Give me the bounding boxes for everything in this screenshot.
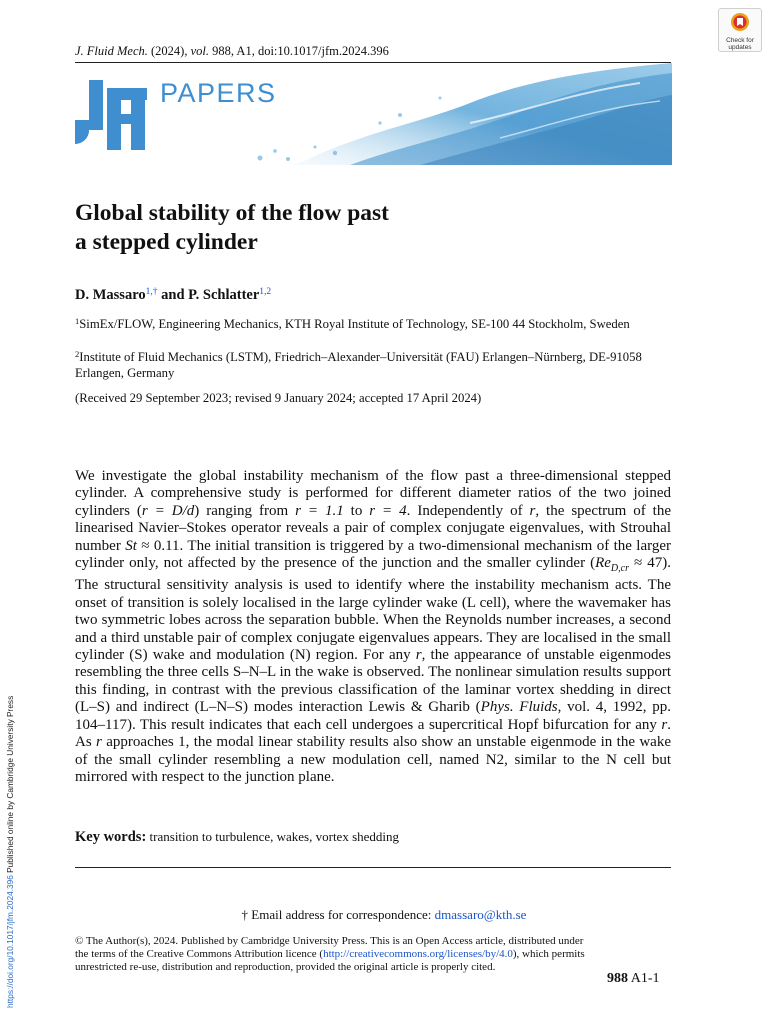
author-2: P. Schlatter [188,287,260,303]
author-1: D. Massaro [75,287,146,303]
keywords [75,829,399,846]
affiliation-2 [75,346,665,381]
affiliation-2-num: 2 [75,349,80,359]
side-doi-link[interactable]: https://doi.org/10.1017/jfm.2024.396 [5,875,15,1008]
check-updates-line1: Check for [726,37,754,44]
authors [75,287,271,304]
footer-divider [75,867,671,868]
paper-title [75,199,635,257]
affiliation-2-text: Institute of Fluid Mechanics (LSTM), Friedrich–Alexander–Universität (FAU) Erlangen–Nürnberg, DE-91058 Erlangen, Germany [75,350,642,380]
keywords-value: transition to turbulence, wakes, vortex shedding [146,829,400,844]
affiliation-1-num: 1 [75,316,80,326]
check-updates-icon [730,12,750,32]
journal-year: (2024), [147,44,191,58]
authors-and: and [157,287,189,303]
affiliation-1 [75,313,665,332]
page-volume: 988 [607,971,628,986]
title-line-1: Global stability of the flow past [75,200,390,226]
affiliation-1-text: SimEx/FLOW, Engineering Mechanics, KTH Royal Institute of Technology, SE-100 44 Stockholm, Sweden [79,317,630,331]
check-updates-line2: updates [728,44,752,51]
page-article-id: A1-1 [628,971,660,986]
journal-doi: 988, A1, doi:10.1017/jfm.2024.396 [209,44,389,58]
papers-label: PAPERS [160,78,277,108]
keywords-label: Key words: [75,829,147,845]
correspondence-email-link[interactable]: dmassaro@kth.se [434,907,527,922]
journal-vol-label: vol. [190,44,209,58]
page-number [607,971,660,987]
side-published-text: Published online by Cambridge University Press [5,695,15,876]
correspondence-label: † Email address for correspondence: [241,907,435,922]
correspondence [0,907,768,923]
author-2-sup[interactable]: 1,2 [259,287,272,297]
water-splash-image [240,63,672,165]
title-line-2: a stepped cylinder [75,229,258,255]
side-doi-notice [5,696,15,1008]
copyright-notice: © The Author(s), 2024. Published by Cambridge University Press. This is an Open Access article, distributed under the terms of the Creative Commons Attribution licence (http://creativecommons.org/licenses/by/4.0), which permits unrestricted re-use, distribution and reproduction, provided the original article is properly cited. [75,935,585,973]
journal-name: J. Fluid Mech. [75,44,148,58]
received-dates: (Received 29 September 2023; revised 9 January 2024; accepted 17 April 2024) [75,391,482,405]
jfm-logo [75,80,155,152]
abstract-text: We investigate the global instability mechanism of the flow past a three-dimensional stepped cylinder. A comprehensive study is performed for different diameter ratios of the two joined cylinders (r = D/d) ranging from r = 1.1 to r = 4. Independently of r, the spectrum of the linearised Navier–Stokes operator reveals a pair of complex conjugate eigenvalues, with Strouhal number St ≈ 0.11. The initial transition is triggered by a two-dimensional mechanism of the larger cylinder only, not affected by the presence of the junction and the smaller cylinder $(Re_{D,cr} \approx 47)$. The structural sensitivity analysis is used to identify where the instability mechanism acts. The onset of transition is solely localised in the large cylinder wake (L cell), where the wavemaker has two symmetric lobes across the separation bubble. When the Reynolds number increases, a second and a third unstable pair of complex conjugate eigenvalues appears. They are localised in the small cylinder (S) wake and modulation (N) region. For any r, the appearance of unstable eigenmodes resembling the three cells S–N–L in the wake is observed. The nonlinear simulation results support this finding, in contrast with the previous classification of the laminar vortex shedding in direct (L–S) and indirect (L–N–S) modes interaction Lewis & Gharib (Phys. Fluids, vol. 4, 1992, pp. 104–117). This result indicates that each cell undergoes a supercritical Hopf bifurcation for any r. As r approaches 1, the modal linear stability results also show an unstable eigenmode in the wake of the small cylinder resembling a new modulation cell, named N2, similar to the N cell but mirrored with respect to the junction plane. [75,468,672,785]
check-for-updates-badge[interactable] [718,8,762,52]
license-link[interactable]: http://creativecommons.org/licenses/by/4.0 [323,948,513,960]
abstract [75,468,671,786]
journal-reference [75,44,389,59]
author-1-sup[interactable]: 1,† [145,287,158,297]
